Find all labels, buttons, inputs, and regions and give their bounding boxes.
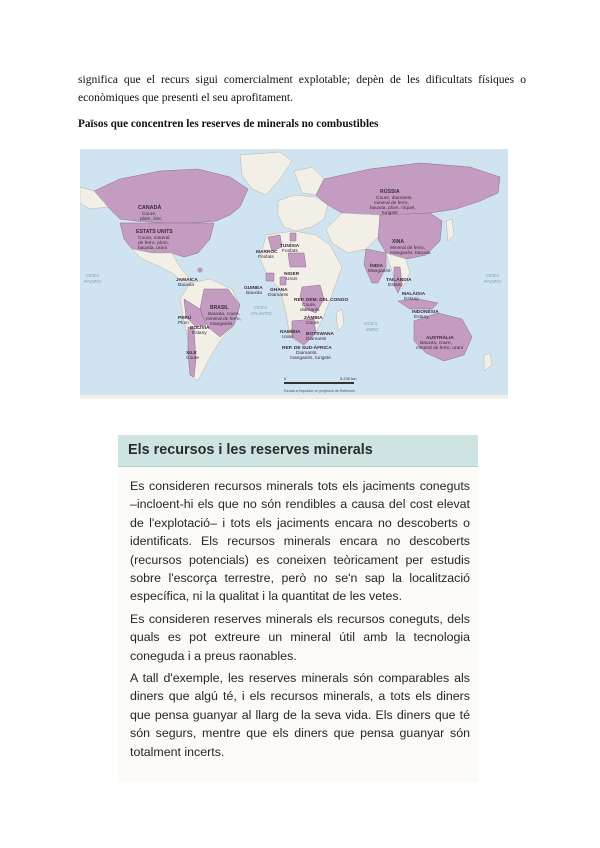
- figure-caption: Països que concentren les reserves de minerals no combustibles: [78, 118, 379, 130]
- label-name: GHANA: [270, 288, 288, 293]
- label-name: MALÀISIA: [402, 292, 426, 297]
- info-box-title: Els recursos i les reserves minerals: [118, 435, 478, 467]
- label-detail: Bauxita: [178, 283, 194, 288]
- label-name: ZÀMBIA: [304, 316, 323, 321]
- label-name: NAMÍBIA: [280, 330, 301, 335]
- ocean-sub: PACÍFIC: [84, 279, 102, 284]
- label-detail: Manganès: [368, 269, 391, 274]
- intro-line-2: econòmiques que presenti el seu aprofitament.: [78, 91, 294, 104]
- label-name: TAILÀNDIA: [386, 278, 412, 283]
- label-name: JAMAICA: [176, 278, 198, 283]
- label-name: ESTATS UNITS: [136, 229, 173, 235]
- label-detail: Coure,: [142, 212, 157, 217]
- label-name: BOLÍVIA: [190, 326, 210, 331]
- label-detail: Diamants,: [296, 351, 318, 356]
- label-name: AUSTRÀLIA: [426, 336, 454, 341]
- label-detail: Estany: [414, 315, 429, 320]
- label-name: TUNÍSIA: [280, 244, 300, 249]
- label-detail: Coure, mineral: [138, 236, 170, 241]
- label-detail: Estany: [192, 331, 207, 336]
- intro-paragraph: [78, 71, 526, 107]
- label-detail: tungstè: [382, 211, 398, 216]
- label-name: BOTSWANA: [306, 332, 334, 337]
- label-name: PERÚ: [178, 316, 192, 321]
- label-name: REP. DEM. DEL CONGO: [294, 298, 349, 303]
- label-detail: Diamants: [306, 337, 327, 342]
- label-detail: Urani: [286, 277, 298, 282]
- label-detail: mineral de ferro, urani: [416, 346, 463, 351]
- label-detail: manganès, tungstè: [290, 356, 331, 361]
- label-detail: Diamants: [268, 293, 289, 298]
- label-detail: de ferro, plom,: [138, 241, 169, 246]
- label-detail: Fosfats: [282, 249, 298, 254]
- label-detail: Bauxita, coure,: [208, 312, 240, 317]
- label-detail: Bauxita, coure,: [420, 341, 452, 346]
- land-tunisia: [290, 233, 296, 241]
- intro-line-1: significa que el recurs sigui comercialment explotable; depèn de les dificultats físiques o: [78, 73, 526, 86]
- ocean-sub: PACÍFIC: [484, 279, 502, 284]
- land-guinea: [266, 273, 274, 281]
- scale-zero: 0: [284, 376, 287, 381]
- label-name: INDONÈSIA: [412, 310, 439, 315]
- label-name: XILE: [186, 351, 197, 356]
- label-detail: manganès: [210, 322, 233, 327]
- info-box-body: [118, 467, 478, 761]
- label-guinea: [244, 285, 263, 296]
- label-detail: Estany: [388, 283, 403, 288]
- info-box: [118, 435, 478, 782]
- scale-line: [284, 382, 354, 384]
- label-detail: bauxita, plom, níquel,: [370, 206, 416, 211]
- label-ghana: [268, 287, 289, 298]
- ocean-name: OCEÀ: [364, 321, 378, 326]
- info-paragraph: Es consideren reserves minerals els recursos coneguts, dels quals es pot extreure un mineral útil amb la tecnologia coneguda i a preus raonables.: [130, 611, 470, 663]
- label-detail: Bauxita: [246, 291, 262, 296]
- ocean-name: OCEÀ: [86, 273, 100, 278]
- ocean-sub: ÍNDIC: [366, 327, 379, 332]
- scale-note: Escala a l'equador en projecció de Robinson: [284, 389, 356, 393]
- label-name: ÍNDIA: [370, 264, 384, 269]
- label-detail: Estany: [404, 297, 419, 302]
- label-detail: plom, zinc: [140, 217, 162, 222]
- ocean-sub: ATLÀNTIC: [250, 311, 272, 316]
- label-name: REP. DE SUD-ÀFRICA: [282, 346, 332, 351]
- label-name: XINA: [392, 239, 404, 245]
- label-detail: bauxita, urani: [138, 246, 167, 251]
- ocean-name: OCEÀ: [486, 273, 500, 278]
- land-niger: [288, 253, 306, 267]
- ocean-name: OCEÀ: [254, 305, 268, 310]
- label-detail: mineral de ferro,: [374, 201, 409, 206]
- scale-max: 5.230 km: [340, 376, 357, 381]
- label-name: NIGER: [284, 272, 300, 277]
- label-detail: Urani: [282, 335, 294, 340]
- label-detail: Coure,: [302, 303, 317, 308]
- label-niger: [284, 271, 300, 282]
- label-detail: diamants: [300, 308, 320, 313]
- label-name: CANADÀ: [138, 205, 162, 211]
- land-jamaica: [198, 268, 202, 272]
- info-paragraph: Es consideren recursos minerals tots els jaciments coneguts –incloent-hi els que no són rendibles a causa del cost elevat de l'explotació– i tots els jaciments encara no descoberts o identificats. Els recursos minerals encara no descoberts (recursos potencials) es coneixen teòricament per estudis sobre l'escorça terrestre, però no se'n sap la localització específica, ni la qualitat i la quantitat de les vetes.: [130, 479, 470, 604]
- world-map: [80, 149, 508, 399]
- label-name: BRASIL: [210, 305, 229, 311]
- label-detail: Coure, diamants,: [376, 196, 413, 201]
- label-detail: manganès, bauxita: [390, 251, 431, 256]
- label-name: RÚSSIA: [380, 189, 400, 195]
- label-detail: Coure: [306, 321, 320, 326]
- label-detail: mineral de ferro,: [206, 317, 241, 322]
- label-detail: Plom: [178, 321, 189, 326]
- label-name: GUINEA: [244, 286, 263, 291]
- info-paragraph: A tall d'exemple, les reserves minerals són comparables als diners que algú té, i els recursos minerals, a tots els diners que pensa guanyar al llarg de la seva vida. Els diners que té són segurs, mentre que els diners que pensa guanyar són totalment incerts.: [130, 671, 470, 759]
- label-detail: Coure: [186, 356, 200, 361]
- label-detail: Fosfats: [258, 255, 274, 260]
- label-name: MARROC: [256, 250, 278, 255]
- world-map-svg: [80, 149, 508, 399]
- land-antarctica: [80, 395, 508, 399]
- label-detail: Mineral de ferro,: [390, 246, 425, 251]
